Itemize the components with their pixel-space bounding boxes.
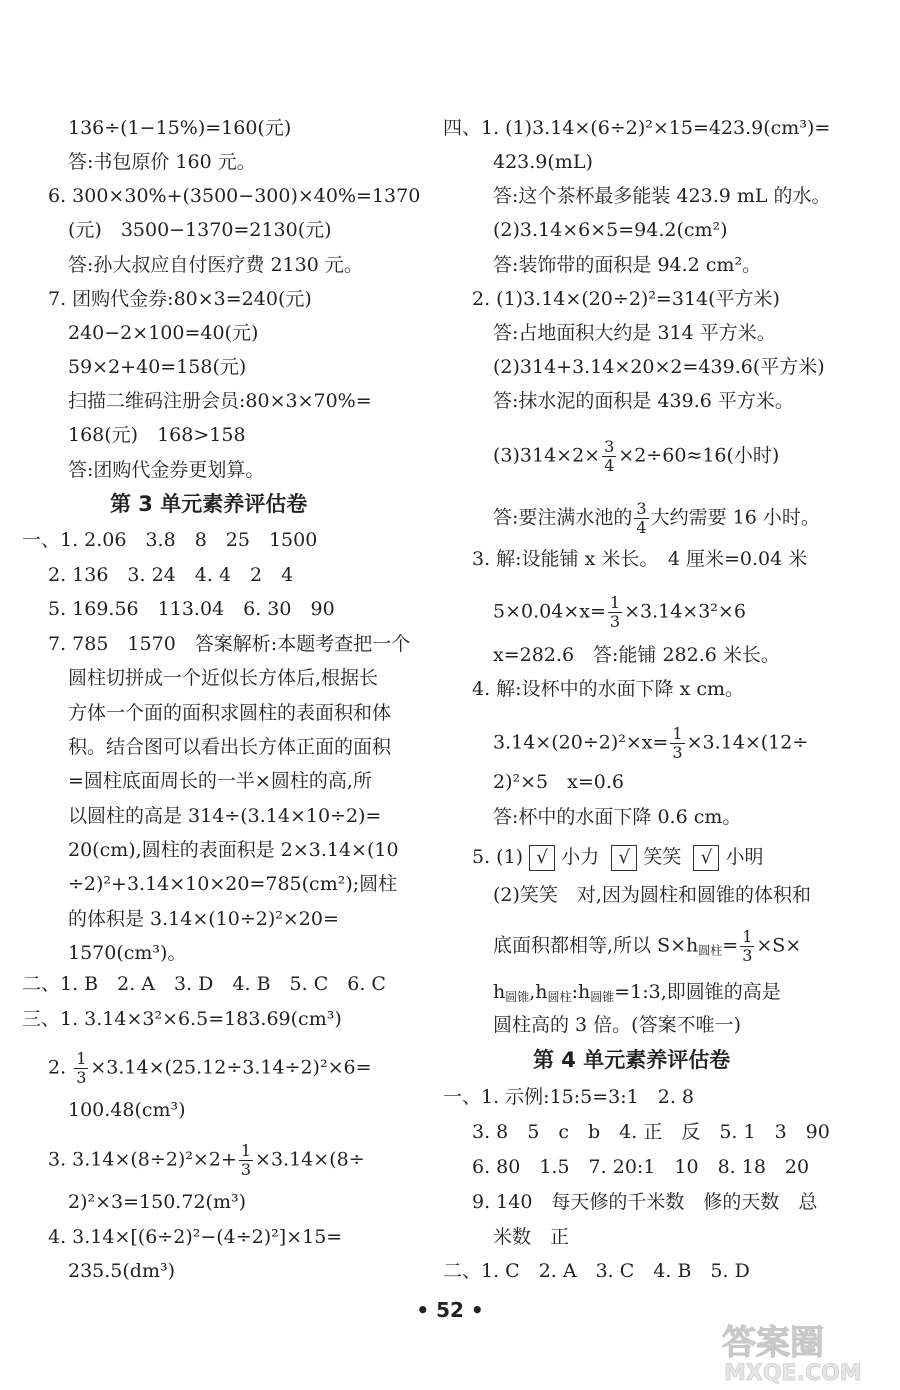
text-line: 圆柱切拼成一个近似长方体后,根据长 [68,667,379,689]
text-line: 一、1. 2.06 3.8 8 25 1500 [22,529,318,551]
watermark-logo [720,1318,890,1384]
formula-text: ×S× [756,934,802,957]
text-line: 3. 8 5 c b 4. 正 反 5. 1 3 90 [472,1121,830,1143]
text-line: 3. 解:设能铺 x 米长。 4 厘米=0.04 米 [472,548,808,570]
denominator: 4 [604,456,615,475]
option-label: 小力 [561,846,600,868]
denominator: 4 [636,518,647,537]
text-line: x=282.6 答:能铺 282.6 米长。 [493,644,780,666]
formula-line [493,725,808,762]
formula-line [493,438,779,475]
numerator: 3 [604,437,615,456]
text-line: 1570(cm³)。 [68,942,187,964]
formula-line [48,1050,372,1087]
subscript: 圆柱 [698,943,723,958]
formula-text: 大约需要 16 小时。 [650,506,820,529]
fraction [670,725,684,762]
text-line: 三、1. 3.14×3²×6.5=183.69(cm³) [22,1008,342,1030]
numerator: 1 [672,724,683,743]
text-line: 答:这个茶杯最多能装 423.9 mL 的水。 [493,185,831,207]
check-mark-icon: √ [529,845,555,871]
text-line: 答:抹水泥的面积是 439.6 平方米。 [493,390,794,412]
text-line: 米数 正 [493,1226,570,1248]
text-line: 二、1. B 2. A 3. D 4. B 5. C 6. C [22,973,386,995]
formula-text: 答:要注满水池的 [493,506,633,529]
fraction [740,928,754,965]
text-line: 5. 169.56 113.04 6. 30 90 [48,598,335,620]
formula-text: ×3.14×(12÷ [686,731,809,754]
right-column [443,0,883,1300]
formula-line [493,500,820,537]
text-line: 168(元) 168>158 [68,424,246,446]
text-line: 答:占地面积大约是 314 平方米。 [493,322,776,344]
text-line: (元) 3500−1370=2130(元) [68,219,332,241]
text-line: 9. 140 每天修的千米数 修的天数 总 [472,1191,818,1213]
fraction [74,1050,88,1087]
left-column [22,0,422,1300]
text-line: 的体积是 3.14×(10÷2)²×20= [68,908,339,930]
text-line: 136÷(1−15%)=160(元) [68,117,292,139]
fraction [239,1142,253,1179]
formula-text: 5. (1) [472,846,524,868]
text-line: 答:孙大叔应自付医疗费 2130 元。 [68,254,363,276]
text-line: 6. 300×30%+(3500−300)×40%=1370 [48,185,421,207]
numerator: 3 [636,499,647,518]
text-line: 20(cm),圆柱的表面积是 2×3.14×(10 [68,839,399,861]
formula-text: ×3.14×(8÷ [255,1148,365,1171]
formula-line [48,1142,365,1179]
text-line: 积。结合图可以看出长方体正面的面积 [68,736,392,758]
formula-text: h [493,981,506,1003]
text-line: 答:团购代金券更划算。 [68,459,265,481]
text-line: 答:杯中的水面下降 0.6 cm。 [493,806,742,828]
text-line: 四、1. (1)3.14×(6÷2)²×15=423.9(cm³)= [443,117,831,139]
text-line: (2)314+3.14×20×2=439.6(平方米) [493,356,825,378]
formula-text: ,h [529,981,548,1003]
text-line: 答:书包原价 160 元。 [68,151,256,173]
text-line: 2)²×5 x=0.6 [493,771,624,793]
text-line: 7. 团购代金券:80×3=240(元) [48,288,312,310]
fraction [602,438,616,475]
question-number: 2. [48,1056,67,1079]
formula-text: ×3.14×3²×6 [624,600,746,623]
subscript: 圆锥 [505,990,530,1004]
watermark-text: 答案圈 [722,1323,824,1363]
text-line: 59×2+40=158(元) [68,356,247,378]
text-line: ÷2)²+3.14×10×20=785(cm²);圆柱 [68,873,398,895]
denominator: 3 [609,612,621,631]
check-mark-icon: √ [611,845,637,871]
text-line: 423.9(mL) [493,151,593,173]
text-line: 扫描二维码注册会员:80×3×70%= [68,390,372,412]
formula-text: ×3.14×(25.12÷3.14÷2)²×6= [90,1056,372,1079]
numerator: 1 [609,593,621,612]
formula-text: :h [571,981,591,1003]
checkbox-line [472,845,764,871]
denominator: 3 [742,946,753,965]
text-line: 以圆柱的高是 314÷(3.14×10÷2)= [68,805,382,827]
subscript: 圆锥 [590,990,615,1004]
text-line: 2. 136 3. 24 4. 4 2 4 [48,564,294,586]
text-line: 2. (1)3.14×(20÷2)²=314(平方米) [472,288,780,310]
text-line: (2)3.14×6×5=94.2(cm²) [493,219,728,241]
text-line: 100.48(cm³) [68,1099,186,1121]
text-line: 240−2×100=40(元) [68,322,259,344]
formula-text: 底面积都相等,所以 S×h [493,934,699,957]
text-line: 2)²×3=150.72(m³) [68,1191,246,1213]
text-line: 圆柱高的 3 倍。(答案不唯一) [493,1014,741,1036]
text-line: 4. 解:设杯中的水面下降 x cm。 [472,678,745,700]
watermark-url: MXQE.COM [724,1361,862,1384]
text-line: 一、1. 示例:15:5=3:1 2. 8 [443,1086,694,1108]
formula-text: 3. 3.14×(8÷2)²×2+ [48,1148,237,1171]
text-line: 二、1. C 2. A 3. C 4. B 5. D [443,1260,750,1282]
formula-text: 5×0.04×x= [493,600,606,623]
text-line: =圆柱底面周长的一半×圆柱的高,所 [68,770,372,792]
page-number: • 52 • [416,1298,484,1322]
formula-text: =1:3,即圆锥的高是 [614,981,781,1003]
denominator: 3 [76,1068,87,1087]
numerator: 1 [76,1049,87,1068]
text-line: 235.5(dm³) [68,1260,176,1282]
option-label: 笑笑 [643,846,682,868]
option-label: 小明 [725,846,764,868]
text-line: 7. 785 1570 答案解析:本题考查把一个 [48,633,411,655]
text-line: (2)笑笑 对,因为圆柱和圆锥的体积和 [493,884,811,906]
formula-text: (3)314×2× [493,444,601,467]
formula-line: 底面积都相等,所以 $S\times h_{圆柱}=$ $\frac{1}{3}$ ×S× [493,927,802,965]
denominator: 3 [672,743,683,762]
numerator: 1 [742,927,753,946]
text-line: 答:装饰带的面积是 94.2 cm²。 [493,254,762,276]
subscript: 圆柱 [547,990,572,1004]
section-title-unit-3: 第 3 单元素养评估卷 [110,492,308,516]
formula-text: ×2÷60≈16(小时) [618,444,780,467]
text-line: 方体一个面的面积求圆柱的表面积和体 [68,702,392,724]
fraction [608,594,622,631]
formula-text: 3.14×(20÷2)²×x= [493,731,669,754]
text-line: 6. 80 1.5 7. 20:1 10 8. 18 20 [472,1156,810,1178]
check-mark-icon: √ [693,845,719,871]
section-title-unit-4: 第 4 单元素养评估卷 [533,1048,731,1072]
numerator: 1 [240,1141,252,1160]
fraction [634,500,648,537]
denominator: 3 [240,1160,252,1179]
formula-line [493,980,781,1009]
text-line: 4. 3.14×[(6÷2)²−(4÷2)²]×15= [48,1226,343,1248]
formula-line [493,594,746,631]
